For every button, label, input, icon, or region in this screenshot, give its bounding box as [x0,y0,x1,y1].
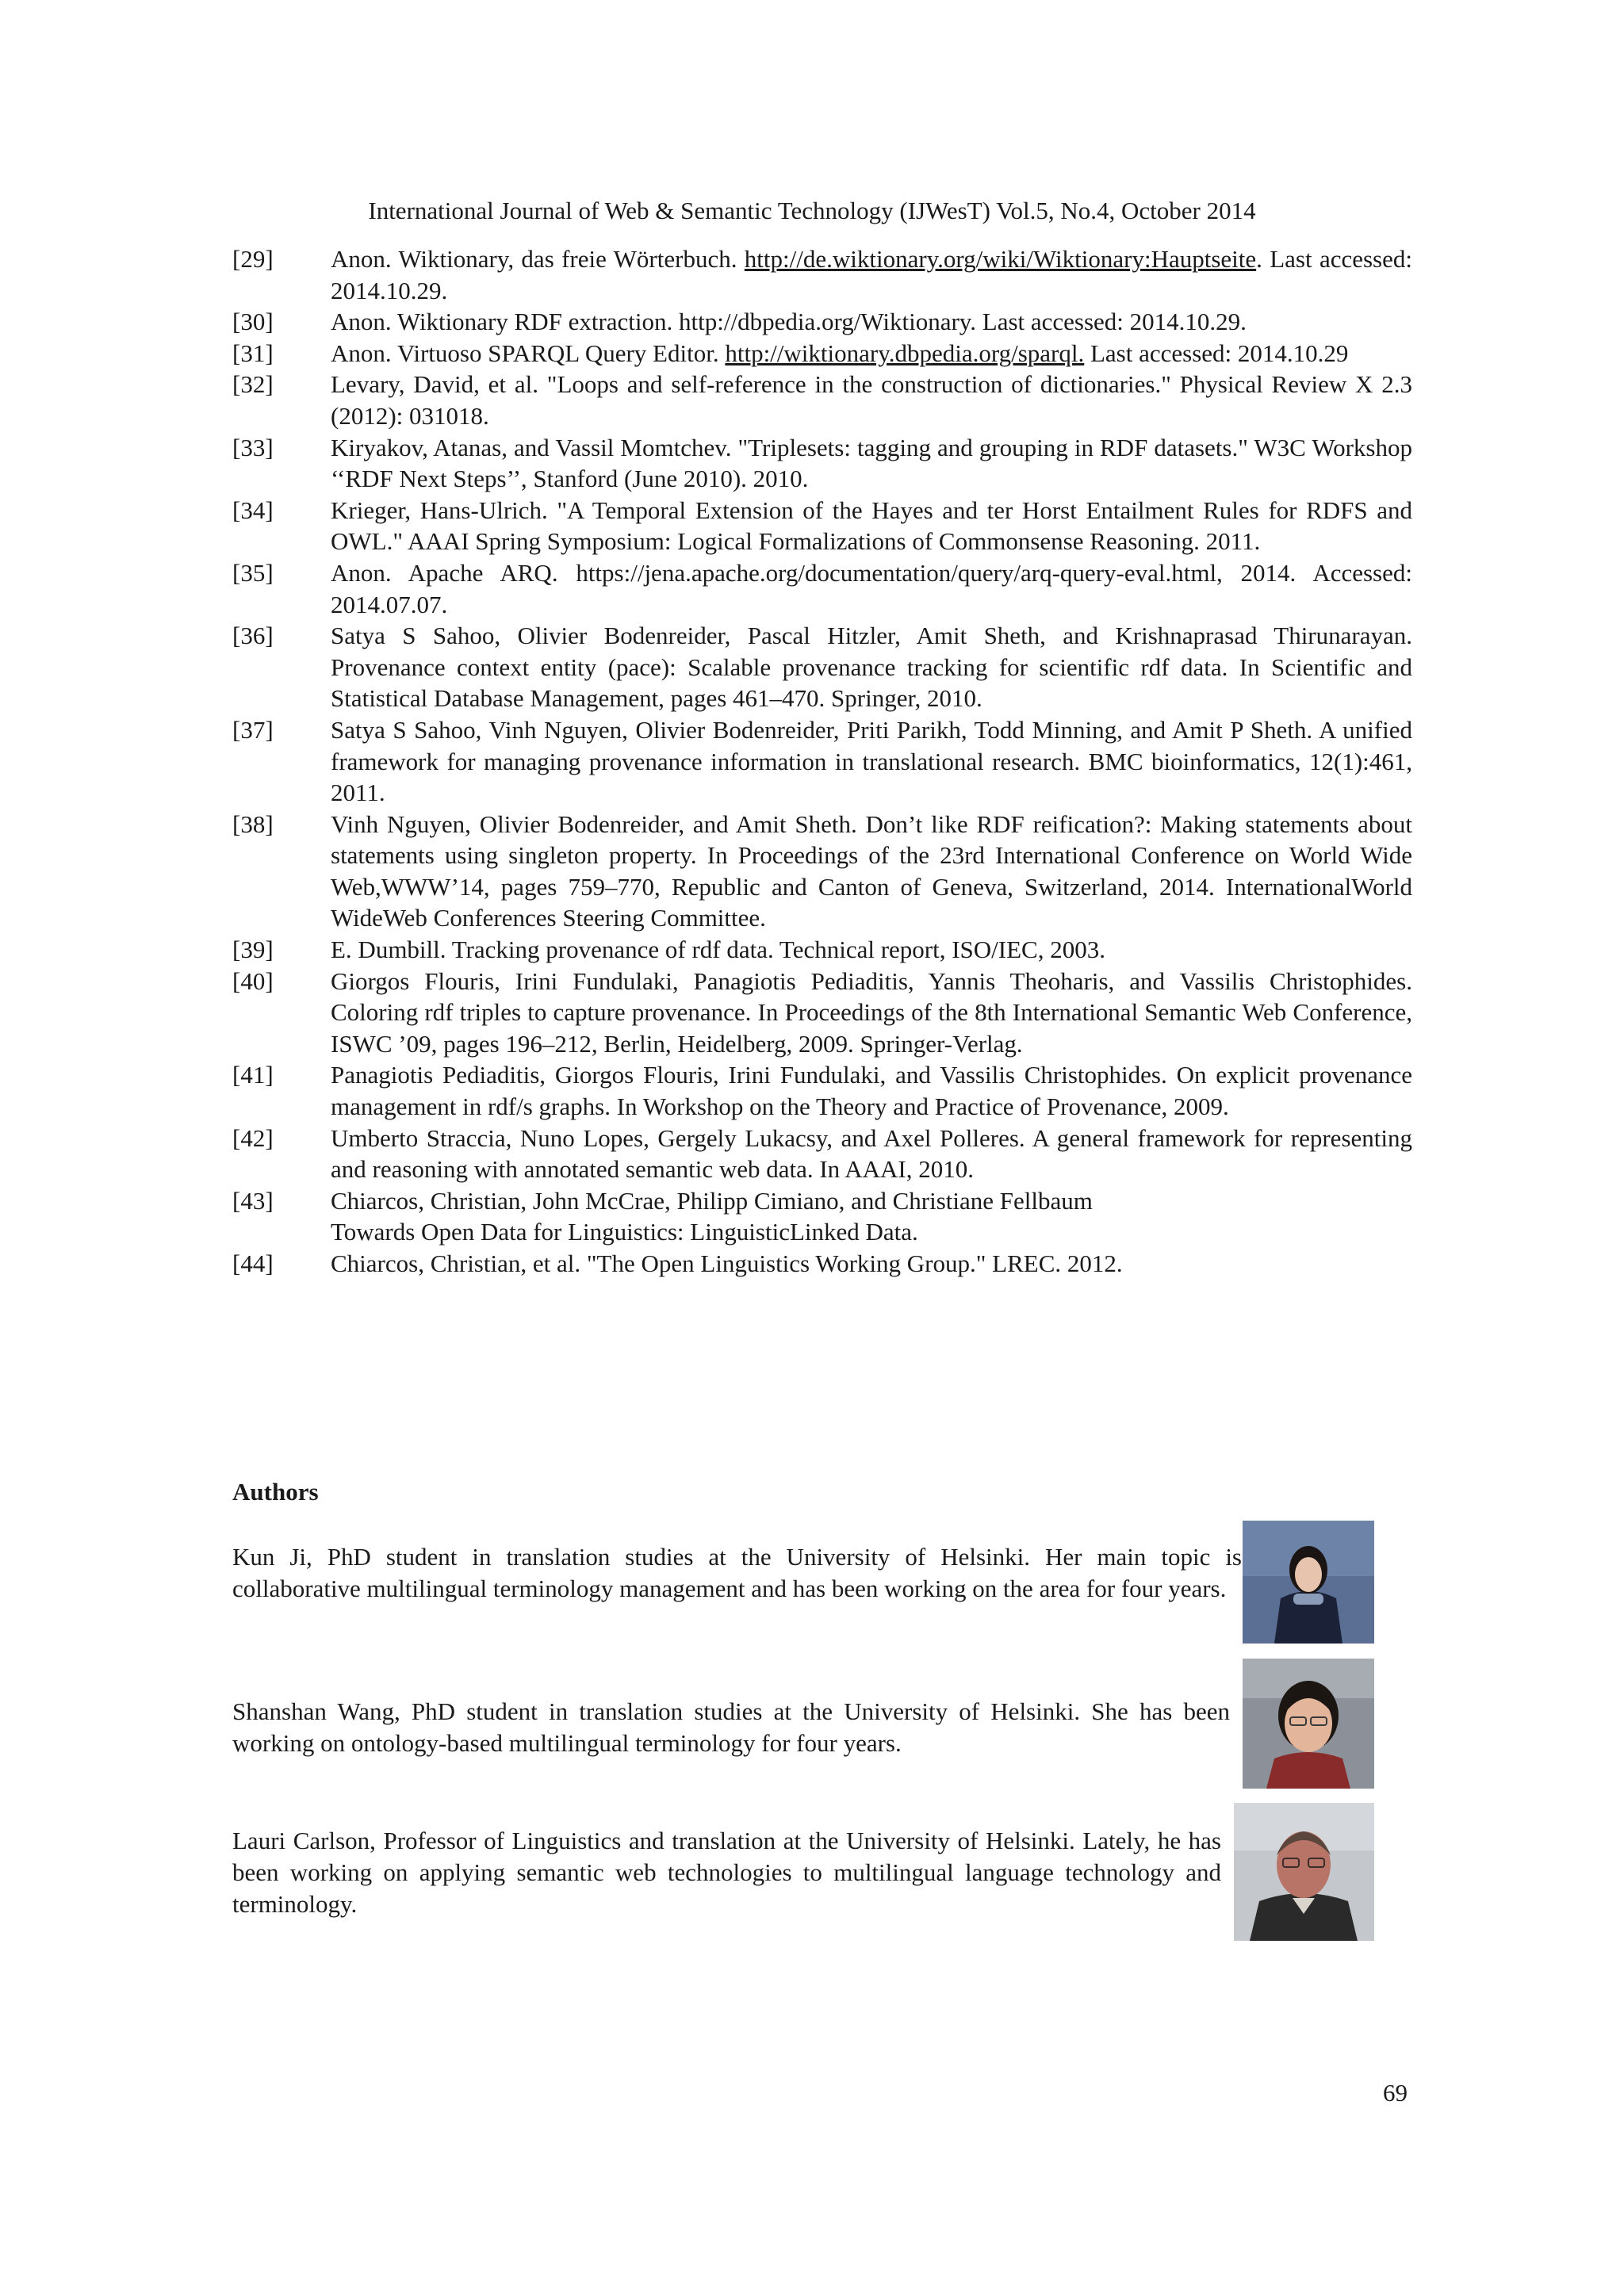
reference-text [331,1059,1412,1122]
reference-link[interactable]: http://de.wiktionary.org/wiki/Wiktionary:Hauptseite [744,245,1257,273]
reference-item [232,934,1412,966]
reference-text [331,557,1412,620]
reference-number: [43] [232,1186,274,1215]
reference-item [232,338,1412,369]
reference-text [331,1185,1412,1248]
reference-item [232,1248,1412,1280]
reference-citation: Kiryakov, Atanas, and Vassil Momtchev. "Triplesets: tagging and grouping in RDF datasets." W3C Workshop ‘‘RDF Next Steps’’, Stanford (June 2010). 2010. [331,433,1412,493]
reference-number: [41] [232,1061,274,1089]
reference-item [232,495,1412,557]
reference-citation: Panagiotis Pediaditis, Giorgos Flouris, Irini Fundulaki, and Vassilis Christophides. On explicit provenance management in rdf/s graphs. In Workshop on the Theory and Practice of Provenance, 2009. [331,1061,1412,1121]
reference-citation: Levary, David, et al. "Loops and self-reference in the construction of dictionaries." Physical Review X 2.3 (2012): 031018. [331,370,1412,430]
reference-number: [31] [232,339,274,367]
reference-number: [32] [232,370,274,399]
reference-citation: Satya S Sahoo, Olivier Bodenreider, Pascal Hitzler, Amit Sheth, and Krishnaprasad Thirunarayan. Provenance context entity (pace): Scalable provenance tracking for scientific rdf data. In Scientific and Statistical Database Management, pages 461–470. Springer, 2010. [331,622,1412,713]
reference-number: [38] [232,809,274,838]
reference-citation: E. Dumbill. Tracking provenance of rdf data. Technical report, ISO/IEC, 2003. [331,936,1105,964]
reference-number: [39] [232,936,274,964]
reference-citation: Anon. Wiktionary RDF extraction. http://dbpedia.org/Wiktionary. Last accessed: 2014.10.29. [331,308,1247,336]
reference-text [331,306,1412,338]
reference-text [331,338,1412,369]
reference-text [331,243,1412,306]
reference-text [331,1248,1412,1280]
reference-text [331,432,1412,495]
reference-list [232,243,1412,1280]
author-bio-lauri-carlson: Lauri Carlson, Professor of Linguistics and translation at the University of Helsinki. Lately, he has been working on applying semantic web technologies to multilingual language technology and terminology. [232,1827,1221,1918]
author-photo-shanshan-wang [1243,1659,1374,1789]
reference-number: [44] [232,1249,274,1277]
reference-item [232,1185,1412,1248]
authors-heading: Authors [232,1478,319,1506]
reference-text [331,714,1412,809]
reference-text [331,934,1412,966]
reference-citation: Anon. Virtuoso SPARQL Query Editor. [331,339,726,367]
reference-citation-tail: Last accessed: 2014.10.29 [1084,339,1349,367]
reference-item [232,369,1412,431]
author-photo-kun-ji [1243,1521,1374,1644]
reference-item [232,243,1412,306]
reference-item [232,809,1412,934]
reference-citation-line2: Towards Open Data for Linguistics: LinguisticLinked Data. [331,1218,918,1246]
reference-number: [33] [232,433,274,461]
reference-citation: Satya S Sahoo, Vinh Nguyen, Olivier Bodenreider, Priti Parikh, Todd Minning, and Amit P Sheth. A unified framework for managing provenance information in translational research. BMC bioinformatics, 12(1):461, 2011. [331,715,1412,807]
reference-link[interactable]: http://wiktionary.dbpedia.org/sparql. [725,339,1085,367]
reference-item [232,1059,1412,1122]
reference-item [232,714,1412,809]
reference-citation-tail: . Last accessed: 2014.10.29. [331,245,1412,304]
author-bio-kun-ji: Kun Ji, PhD student in translation studies at the University of Helsinki. Her main topic is collaborative multilingual terminology management and has been working on the area for four years. [232,1543,1242,1602]
reference-item [232,1123,1412,1185]
reference-citation: Giorgos Flouris, Irini Fundulaki, Panagiotis Pediaditis, Yannis Theoharis, and Vassilis Christophides. Coloring rdf triples to capture provenance. In Proceedings of the 8th International Semantic Web Conference, ISWC ’09, pages 196–212, Berlin, Heidelberg, 2009. Springer-Verlag. [331,966,1412,1058]
reference-number: [37] [232,715,274,744]
reference-citation: Chiarcos, Christian, et al. "The Open Linguistics Working Group." LREC. 2012. [331,1249,1123,1277]
reference-item [232,432,1412,495]
author-bio-shanshan-wang: Shanshan Wang, PhD student in translation studies at the University of Helsinki. She has been working on ontology-based multilingual terminology for four years. [232,1697,1230,1757]
reference-citation: Umberto Straccia, Nuno Lopes, Gergely Lukacsy, and Axel Polleres. A general framework for representing and reasoning with annotated semantic web data. In AAAI, 2010. [331,1123,1412,1184]
reference-text [331,809,1412,934]
reference-text [331,966,1412,1060]
reference-number: [34] [232,496,274,524]
page-number: 69 [1383,2079,1408,2107]
reference-number: [40] [232,966,274,995]
reference-citation: Vinh Nguyen, Olivier Bodenreider, and Amit Sheth. Don’t like RDF reification?: Making statements about statements using singleton property. In Proceedings of the 23rd International Conference on World Wide Web,WWW’14, pages 759–770, Republic and Canton of Geneva, Switzerland, 2014. InternationalWorld WideWeb Conferences Steering Committee. [331,809,1412,932]
reference-item [232,557,1412,620]
reference-text [331,1123,1412,1185]
reference-citation: Anon. Apache ARQ. https://jena.apache.org/documentation/query/arq-query-eval.html, 2014. Accessed: 2014.07.07. [331,558,1412,618]
author-photo-lauri-carlson [1234,1803,1374,1941]
reference-item [232,966,1412,1060]
reference-text [331,495,1412,557]
reference-number: [42] [232,1123,274,1152]
reference-number: [29] [232,245,274,273]
reference-number: [30] [232,308,274,336]
reference-item [232,306,1412,338]
reference-item [232,620,1412,714]
reference-citation: Krieger, Hans-Ulrich. "A Temporal Extension of the Hayes and ter Horst Entailment Rules for RDFS and OWL." AAAI Spring Symposium: Logical Formalizations of Commonsense Reasoning. 2011. [331,496,1412,556]
reference-number: [36] [232,622,274,650]
reference-citation: Anon. Wiktionary, das freie Wörterbuch. [331,245,745,273]
reference-text [331,369,1412,431]
reference-citation: Chiarcos, Christian, John McCrae, Philipp Cimiano, and Christiane Fellbaum [331,1186,1093,1215]
reference-text [331,620,1412,714]
journal-header: International Journal of Web & Semantic Technology (IJWesT) Vol.5, No.4, October 2014 [368,197,1256,224]
reference-number: [35] [232,558,274,587]
